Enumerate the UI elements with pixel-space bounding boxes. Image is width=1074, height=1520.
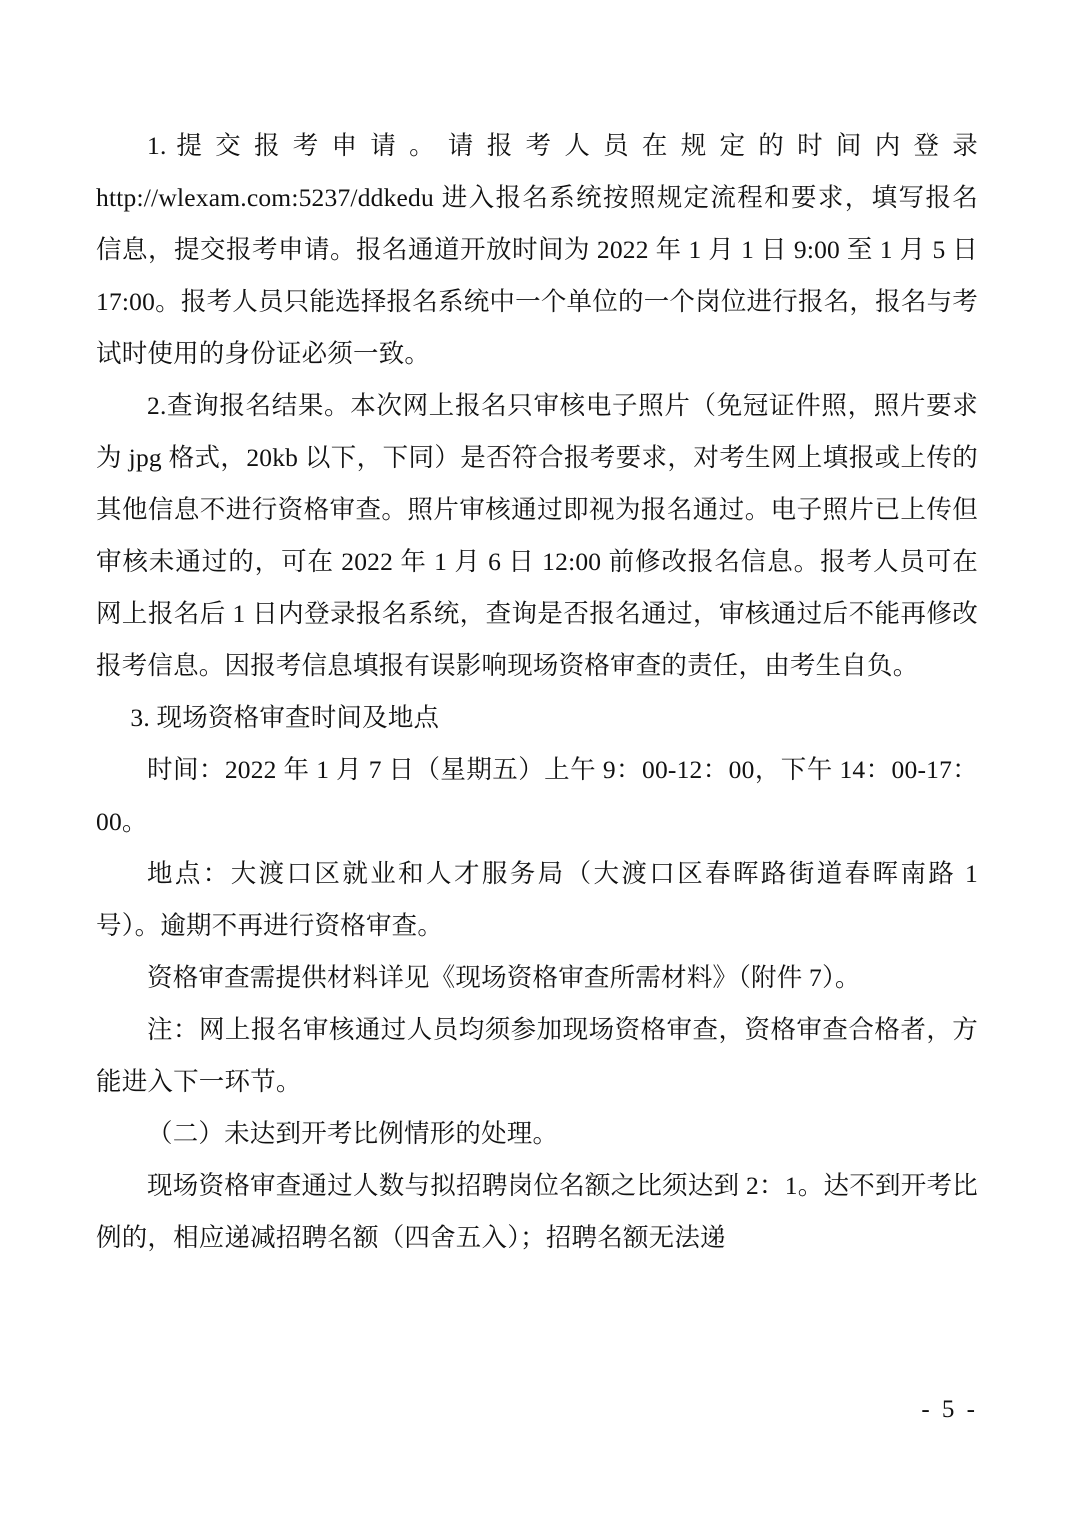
paragraph-6-materials: 资格审查需提供材料详见《现场资格审查所需材料》（附件 7）。: [147, 963, 861, 992]
paragraph-8-section-heading: （二）未达到开考比例情形的处理。: [147, 1119, 559, 1148]
paragraph-1: 1. 提 交 报 考 申 请 。 请 报 考 人 员 在 规 定 的 时 间 内 登 录 http://wlexam.com:5237/ddkedu 进入报名系统按照规定流程和要求，填写报名信息，提交报考申请。报名通道开放时间为 2022 年 1 月 1 日 9:00 至 1 月 5 日 17:00。报考人员只能选择报名系统中一个单位的一个岗位进行报名，报名与考试时使用的身份证必须一致。: [96, 131, 978, 368]
paragraph-3-heading: 3. 现场资格审查时间及地点: [130, 703, 440, 732]
page-number: - 5 -: [921, 1396, 978, 1423]
paragraph-5-location: 地点：大渡口区就业和人才服务局（大渡口区春晖路街道春晖南路 1 号）。逾期不再进行资格审查。: [96, 859, 978, 940]
document-body: [96, 120, 978, 1264]
paragraph-4-time: 时间：2022 年 1 月 7 日（星期五）上午 9：00-12：00，下午 14：00-17：00。: [96, 755, 978, 836]
paragraph-7-note: 注：网上报名审核通过人员均须参加现场资格审查，资格审查合格者，方能进入下一环节。: [96, 1015, 978, 1096]
paragraph-2: 2.查询报名结果。本次网上报名只审核电子照片（免冠证件照，照片要求为 jpg 格式，20kb 以下，下同）是否符合报考要求，对考生网上填报或上传的其他信息不进行资格审查。照片审核通过即视为报名通过。电子照片已上传但审核未通过的，可在 2022 年 1 月 6 日 12:00 前修改报名信息。报考人员可在网上报名后 1 日内登录报名系统，查询是否报名通过，审核通过后不能再修改报考信息。因报考信息填报有误影响现场资格审查的责任，由考生自负。: [96, 391, 978, 680]
paragraph-9: 现场资格审查通过人数与拟招聘岗位名额之比须达到 2：1。达不到开考比例的，相应递减招聘名额（四舍五入）；招聘名额无法递: [96, 1171, 978, 1252]
